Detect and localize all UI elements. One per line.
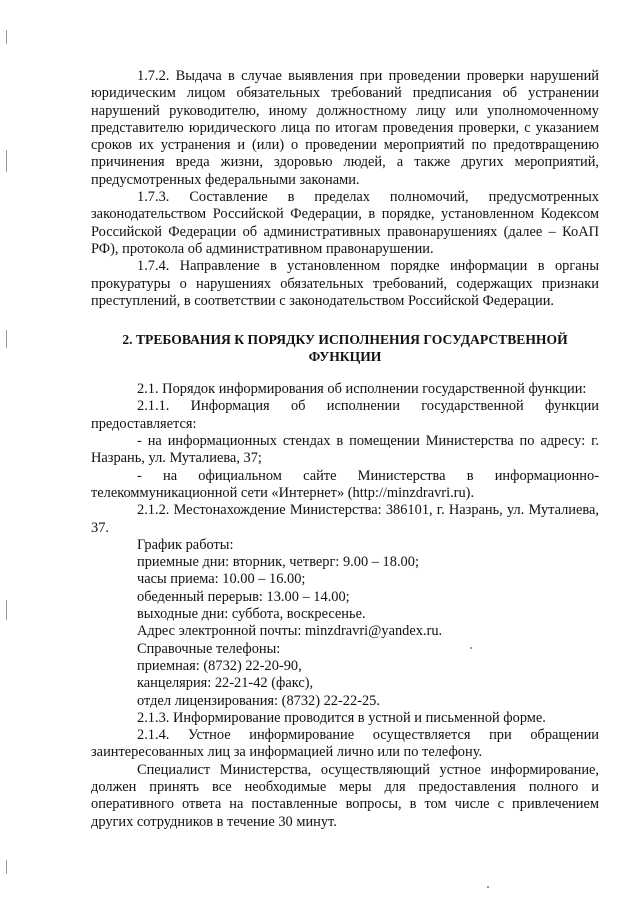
phone-reception: приемная: (8732) 22-20-90, xyxy=(137,657,302,674)
paragraph-2-1-3: 2.1.3. Информирование проводится в устной и письменной форме. xyxy=(137,709,546,726)
bullet-official-site: - на официальном сайте Министерства в информационно-телекоммуникационной сети «Интернет» (http://minzdravri.ru). xyxy=(91,467,599,501)
schedule-lunch: обеденный перерыв: 13.00 – 14.00; xyxy=(137,588,350,605)
paragraph-2-1-4: 2.1.4. Устное информирование осуществляется при обращении заинтересованных лиц за информацией лично или по телефону. xyxy=(91,727,599,761)
scan-edge-line xyxy=(6,600,7,620)
paragraph-specialist: Специалист Министерства, осуществляющий устное информирование, должен принять все необходимые меры для предоставления полного и оперативного ответа на поставленные вопросы, в том числе с привлечением других сотрудников в течение 30 минут. xyxy=(91,761,599,830)
phones-title: Справочные телефоны: xyxy=(137,640,281,657)
scan-edge-line xyxy=(6,330,7,348)
email-line: Адрес электронной почты: minzdravri@yandex.ru. xyxy=(137,623,443,640)
paragraph-2-1-2: 2.1.2. Местонахождение Министерства: 386101, г. Назрань, ул. Муталиева, 37. xyxy=(91,502,599,536)
scan-edge-line xyxy=(6,30,7,44)
bullet-info-stands: - на информационных стендах в помещении Министерства по адресу: г. Назрань, ул. Муталиева, 37; xyxy=(91,433,599,467)
schedule-title: График работы: xyxy=(137,536,234,553)
schedule-hours: часы приема: 10.00 – 16.00; xyxy=(137,571,306,588)
schedule-weekend: выходные дни: суббота, воскресенье. xyxy=(137,606,366,623)
paragraph-2-1-1: 2.1.1. Информация об исполнении государственной функции предоставляется: xyxy=(91,398,599,432)
document-body xyxy=(91,68,599,831)
scan-speck xyxy=(487,886,489,888)
paragraph-1-7-4: 1.7.4. Направление в установленном порядке информации в органы прокуратуры о нарушениях обязательных требований, содержащих признаки преступлений, в соответствии с законодательством Российской Федерации. xyxy=(91,258,599,309)
scan-edge-line xyxy=(6,150,7,172)
section-2-heading: 2. ТРЕБОВАНИЯ К ПОРЯДКУ ИСПОЛНЕНИЯ ГОСУДАРСТВЕННОЙ ФУНКЦИИ xyxy=(122,332,568,364)
paragraph-2-1: 2.1. Порядок информирования об исполнении государственной функции: xyxy=(137,381,587,398)
scan-edge-line xyxy=(6,860,7,874)
paragraph-1-7-2: 1.7.2. Выдача в случае выявления при проведении проверки нарушений юридическим лицом обязательных требований предписания об устранении нарушений руководителю, иному должностному лицу или уполномоченному представителю юридического лица по итогам проведения проверки, с указанием сроков их устранения и (или) о проведении мероприятий по предотвращению причинения вреда жизни, здоровью людей, а также других мероприятий, предусмотренных федеральными законами. xyxy=(91,68,599,188)
phone-office: канцелярия: 22-21-42 (факс), xyxy=(137,675,314,692)
schedule-days: приемные дни: вторник, четверг: 9.00 – 18.00; xyxy=(137,554,419,571)
paragraph-1-7-3: 1.7.3. Составление в пределах полномочий, предусмотренных законодательством Российской Федерации, в порядке, установленном Кодексом Российской Федерации об административных правонарушениях (далее – КоАП РФ), протокола об административном правонарушении. xyxy=(91,189,599,257)
phone-licensing: отдел лицензирования: (8732) 22-22-25. xyxy=(137,692,380,709)
